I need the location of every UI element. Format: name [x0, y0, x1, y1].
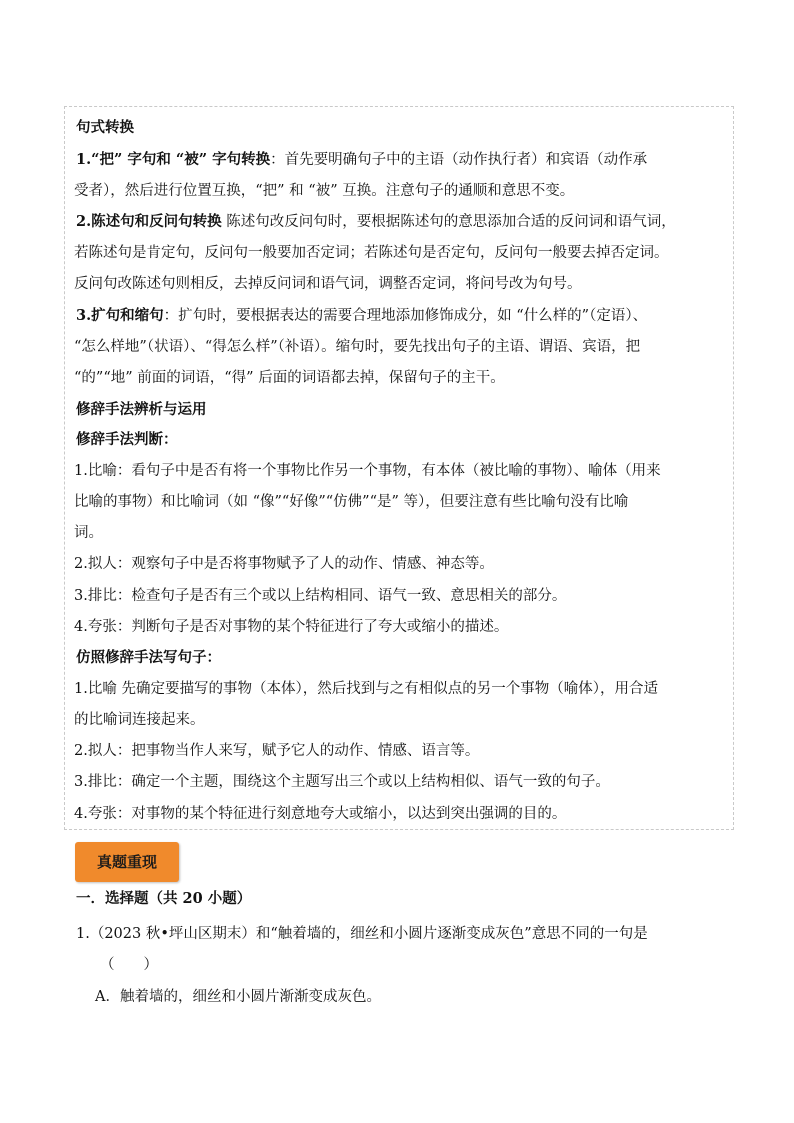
section-badge: 真题重现	[75, 842, 179, 882]
item-text: 陈述句改反问句时，要根据陈述句的意思添加合适的反问词和语气词，	[221, 214, 676, 230]
item-label: 1.“把” 字句和 “被” 字句转换	[76, 151, 271, 168]
judge-hyperbole: 4.夸张：判断句子是否对事物的某个特征进行了夸大或缩小的描述。	[74, 619, 509, 635]
judge-parallelism: 3.排比：检查句子是否有三个或以上结构相同、语气一致、意思相关的部分。	[74, 588, 567, 604]
judge-personification: 2.拟人：观察句子中是否将事物赋予了人的动作、情感、神态等。	[74, 556, 494, 572]
question-1-blank: （ ）	[100, 957, 158, 973]
question-1-option-a: A．触着墙的，细丝和小圆片渐渐变成灰色。	[95, 989, 381, 1005]
item-rhetorical-line1	[76, 212, 676, 232]
item-expand-line3: “的”“地” 前面的词语，“得” 后面的词语都去掉，保留句子的主干。	[74, 370, 505, 386]
judge-metaphor-line2: 比喻的事物）和比喻词（如 “像”“好像”“仿佛”“是” 等），但要注意有些比喻句没有比喻	[74, 494, 629, 510]
judge-metaphor-line1: 1.比喻：看句子中是否有将一个事物比作另一个事物，有本体（被比喻的事物）、喻体（用来	[74, 463, 661, 479]
item-text: ：首先要明确句子中的主语（动作执行者）和宾语（动作承	[270, 152, 648, 168]
section-title: 一．选择题（共 20 小题）	[76, 890, 252, 907]
question-1-stem: 1.（2023 秋•坪山区期末）和“触着墙的，细丝和小圆片逐渐变成灰色”意思不同的一句是	[76, 926, 648, 942]
item-rhetorical-line3: 反问句改陈述句则相反，去掉反问词和语气词，调整否定词，将问号改为句号。	[74, 276, 582, 292]
item-label: 3.扩句和缩句	[76, 307, 164, 324]
heading-sentence-conversion: 句式转换	[76, 119, 134, 136]
heading-rhetoric: 修辞手法辨析与运用	[76, 401, 207, 418]
judge-metaphor-line3: 词。	[74, 525, 103, 541]
item-expand-line2: “怎么样地”（状语）、“得怎么样”（补语）。缩句时，要先找出句子的主语、谓语、宾语，把	[74, 339, 641, 355]
heading-judge: 修辞手法判断：	[76, 431, 178, 448]
item-rhetorical-line2: 若陈述句是肯定句，反问句一般要加否定词；若陈述句是否定句，反问句一般要去掉否定词。	[74, 245, 669, 261]
heading-imitate: 仿照修辞手法写句子：	[76, 649, 221, 666]
write-personification: 2.拟人：把事物当作人来写，赋予它人的动作、情感、语言等。	[74, 743, 480, 759]
write-metaphor-line1: 1.比喻 先确定要描写的事物（本体），然后找到与之有相似点的另一个事物（喻体），用合适	[74, 681, 658, 697]
write-metaphor-line2: 的比喻词连接起来。	[74, 712, 205, 728]
write-parallelism: 3.排比：确定一个主题，围绕这个主题写出三个或以上结构相似、语气一致的句子。	[74, 774, 610, 790]
item-ba-bei-line2: 受者），然后进行位置互换，“把” 和 “被” 互换。注意句子的通顺和意思不变。	[74, 183, 575, 199]
item-ba-bei-line1	[76, 150, 647, 170]
item-expand-line1	[76, 306, 647, 326]
item-label: 2.陈述句和反问句转换	[76, 213, 222, 230]
item-text: ：扩句时，要根据表达的需要合理地添加修饰成分，如 “什么样的”（定语）、	[163, 308, 648, 324]
write-hyperbole: 4.夸张：对事物的某个特征进行刻意地夸大或缩小，以达到突出强调的目的。	[74, 806, 567, 822]
